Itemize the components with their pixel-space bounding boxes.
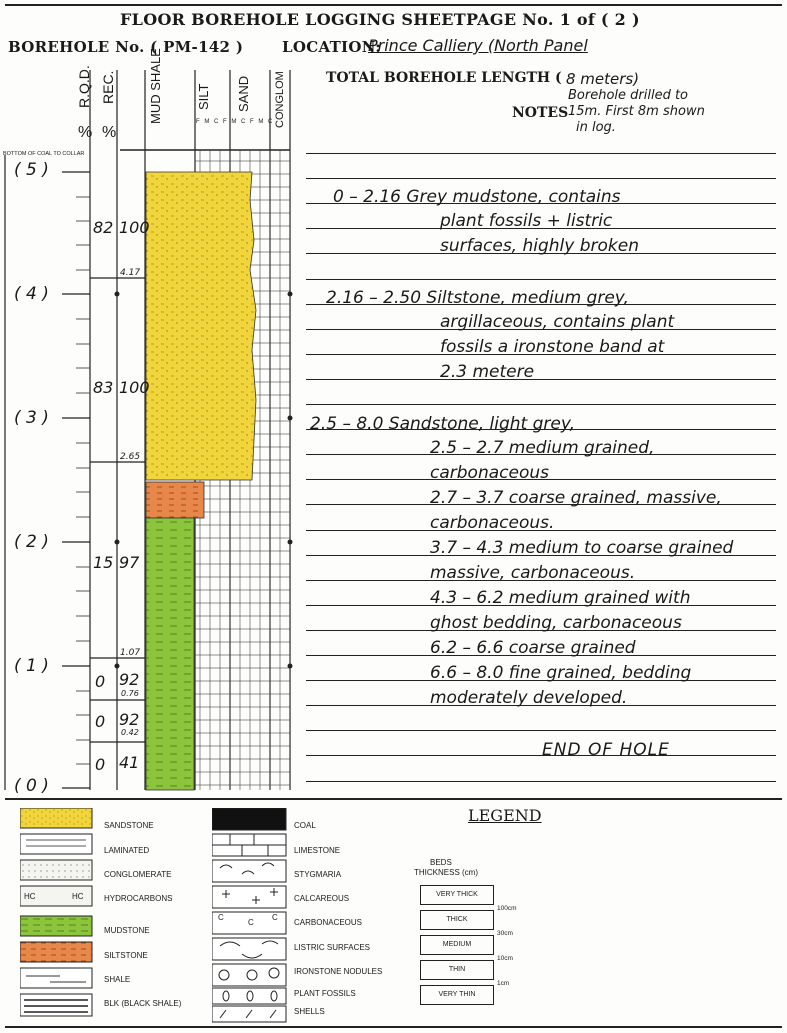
legend-sandstone: SANDSTONE xyxy=(104,821,154,830)
run4-rqd: 0 xyxy=(95,672,106,691)
bed-very-thick: VERY THICK xyxy=(420,885,494,905)
note-line-19: moderately developed. xyxy=(430,688,628,708)
sand-header: SAND xyxy=(236,75,251,112)
note-line-12: carbonaceous. xyxy=(430,513,555,533)
notes-line-2: 15m. First 8m shown xyxy=(568,104,705,119)
legend-shells: SHELLS xyxy=(294,1007,325,1016)
note-line-14: massive, carbonaceous. xyxy=(430,563,636,583)
end-of-hole: END OF HOLE xyxy=(542,740,670,760)
bed-thick: THICK xyxy=(420,910,494,930)
note-line-17: 6.2 – 6.6 coarse grained xyxy=(430,638,636,658)
legend-siltstone: SILTSTONE xyxy=(104,951,148,960)
location-label: LOCATION: xyxy=(282,38,382,56)
grain-size-labels: F M C F M C F M C xyxy=(196,119,274,125)
total-length-value: 8 meters) xyxy=(566,70,640,88)
rqd-header: R.Q.D. xyxy=(76,65,92,108)
total-length-label: TOTAL BOREHOLE LENGTH ( xyxy=(326,70,562,86)
legend-title: LEGEND xyxy=(468,806,542,825)
sheet-title: FLOOR BOREHOLE LOGGING SHEET xyxy=(120,10,466,29)
notes-line-3: in log. xyxy=(576,120,616,135)
run3-base: 1.07 xyxy=(120,648,141,658)
note-line-15: 4.3 – 6.2 medium grained with xyxy=(430,588,691,608)
rqd-percent: % xyxy=(78,124,93,141)
depth-label-2: ( 2 ) xyxy=(14,532,49,552)
conglom-header: CONGLOM xyxy=(274,71,286,128)
run3-rec: 97 xyxy=(119,553,140,572)
legend-plant-fossils: PLANT FOSSILS xyxy=(294,989,356,998)
ruled-line xyxy=(306,153,776,154)
location-value: Prince Calliery (North Panel xyxy=(368,36,588,55)
legend-left-swatches xyxy=(20,808,95,1020)
ruled-line xyxy=(306,279,776,280)
ruled-line xyxy=(306,379,776,380)
notes-line-1: Borehole drilled to xyxy=(568,88,689,103)
depth-label-4: ( 4 ) xyxy=(14,284,49,304)
hc-symbol-2: HC xyxy=(72,892,84,901)
note-line-7: 2.3 metere xyxy=(440,362,535,382)
legend-limestone: LIMESTONE xyxy=(294,846,341,855)
rec-header: REC. xyxy=(100,70,116,104)
depth-label-1: ( 1 ) xyxy=(14,656,49,676)
ruled-line xyxy=(306,755,776,756)
legend-conglomerate: CONGLOMERATE xyxy=(104,870,172,879)
run1-base: 4.17 xyxy=(120,268,141,278)
beds-subtitle: THICKNESS (cm) xyxy=(414,868,478,877)
legend-mudstone: MUDSTONE xyxy=(104,926,150,935)
beds-title: BEDS xyxy=(430,858,452,867)
run4-base: 0.76 xyxy=(121,689,139,698)
borehole-number: BOREHOLE No. ( PM-142 ) xyxy=(8,38,244,56)
run1-rqd: 82 xyxy=(93,218,114,237)
note-line-2: plant fossils + listric xyxy=(440,211,613,231)
legend-stygmaria: STYGMARIA xyxy=(294,870,342,879)
note-line-9: 2.5 – 2.7 medium grained, xyxy=(430,438,655,458)
note-line-3: surfaces, highly broken xyxy=(440,236,640,256)
note-line-6: fossils a ironstone band at xyxy=(440,337,665,357)
note-line-11: 2.7 – 3.7 coarse grained, massive, xyxy=(430,488,722,508)
c-symbol-2: C xyxy=(248,918,254,927)
note-line-4: 2.16 – 2.50 Siltstone, medium grey, xyxy=(326,288,629,308)
hc-symbol-1: HC xyxy=(24,892,36,901)
note-line-1: 0 – 2.16 Grey mudstone, contains xyxy=(333,187,621,207)
bed-scale-10: 10cm xyxy=(497,955,513,962)
run2-base: 2.65 xyxy=(120,452,141,462)
bed-medium: MEDIUM xyxy=(420,935,494,955)
c-symbol-1: C xyxy=(218,913,224,922)
legend-laminated: LAMINATED xyxy=(104,846,150,855)
rec-percent: % xyxy=(102,124,117,141)
legend-coal: COAL xyxy=(294,821,316,830)
bed-scale-30: 30cm xyxy=(497,930,513,937)
legend-carbonaceous: CARBONACEOUS xyxy=(294,918,363,927)
legend-ironstone: IRONSTONE NODULES xyxy=(294,967,383,976)
run3-rqd: 15 xyxy=(93,553,114,572)
note-line-13: 3.7 – 4.3 medium to coarse grained xyxy=(430,538,734,558)
c-symbol-3: C xyxy=(272,913,278,922)
top-border xyxy=(5,4,782,6)
page-number: PAGE No. 1 of ( 2 ) xyxy=(466,10,640,29)
run6-rec: 41 xyxy=(119,753,140,772)
note-line-8: 2.5 – 8.0 Sandstone, light grey, xyxy=(310,414,575,434)
legend-hydrocarbons: HYDROCARBONS xyxy=(104,894,173,903)
run5-base: 0.42 xyxy=(121,728,139,737)
bed-scale-100: 100cm xyxy=(497,905,517,912)
run1-rec: 100 xyxy=(119,218,150,237)
legend-black-shale: BLK (BLACK SHALE) xyxy=(104,999,182,1008)
run5-rqd: 0 xyxy=(95,712,106,731)
ruled-line xyxy=(306,730,776,731)
depth-label-0: ( 0 ) xyxy=(14,776,49,796)
note-line-5: argillaceous, contains plant xyxy=(440,312,675,332)
note-line-16: ghost bedding, carbonaceous xyxy=(430,613,682,633)
depth-label-5: ( 5 ) xyxy=(14,160,49,180)
silt-header: SILT xyxy=(196,83,211,110)
mud-shale-text: MUD SHALE xyxy=(148,48,163,124)
run6-rqd: 0 xyxy=(95,755,106,774)
note-line-18: 6.6 – 8.0 fine grained, bedding xyxy=(430,663,692,683)
bottom-border xyxy=(5,1026,782,1028)
note-line-10: carbonaceous xyxy=(430,463,549,483)
legend-listric: LISTRIC SURFACES xyxy=(294,943,371,952)
bed-thin: THIN xyxy=(420,960,494,980)
run5-rec: 92 xyxy=(119,710,140,729)
ruled-line xyxy=(306,781,776,782)
bed-scale-1: 1cm xyxy=(497,980,510,987)
notes-label: NOTES xyxy=(512,105,569,121)
bottom-of-coal-label: BOTTOM OF COAL TO COLLAR xyxy=(3,151,85,157)
depth-label-3: ( 3 ) xyxy=(14,408,49,428)
ruled-line xyxy=(306,178,776,179)
run2-rec: 100 xyxy=(119,378,150,397)
legend-shale: SHALE xyxy=(104,975,131,984)
legend-calcareous: CALCAREOUS xyxy=(294,894,350,903)
run4-rec: 92 xyxy=(119,670,140,689)
ruled-line xyxy=(306,404,776,405)
bed-very-thin: VERY THIN xyxy=(420,985,494,1005)
run2-rqd: 83 xyxy=(93,378,114,397)
